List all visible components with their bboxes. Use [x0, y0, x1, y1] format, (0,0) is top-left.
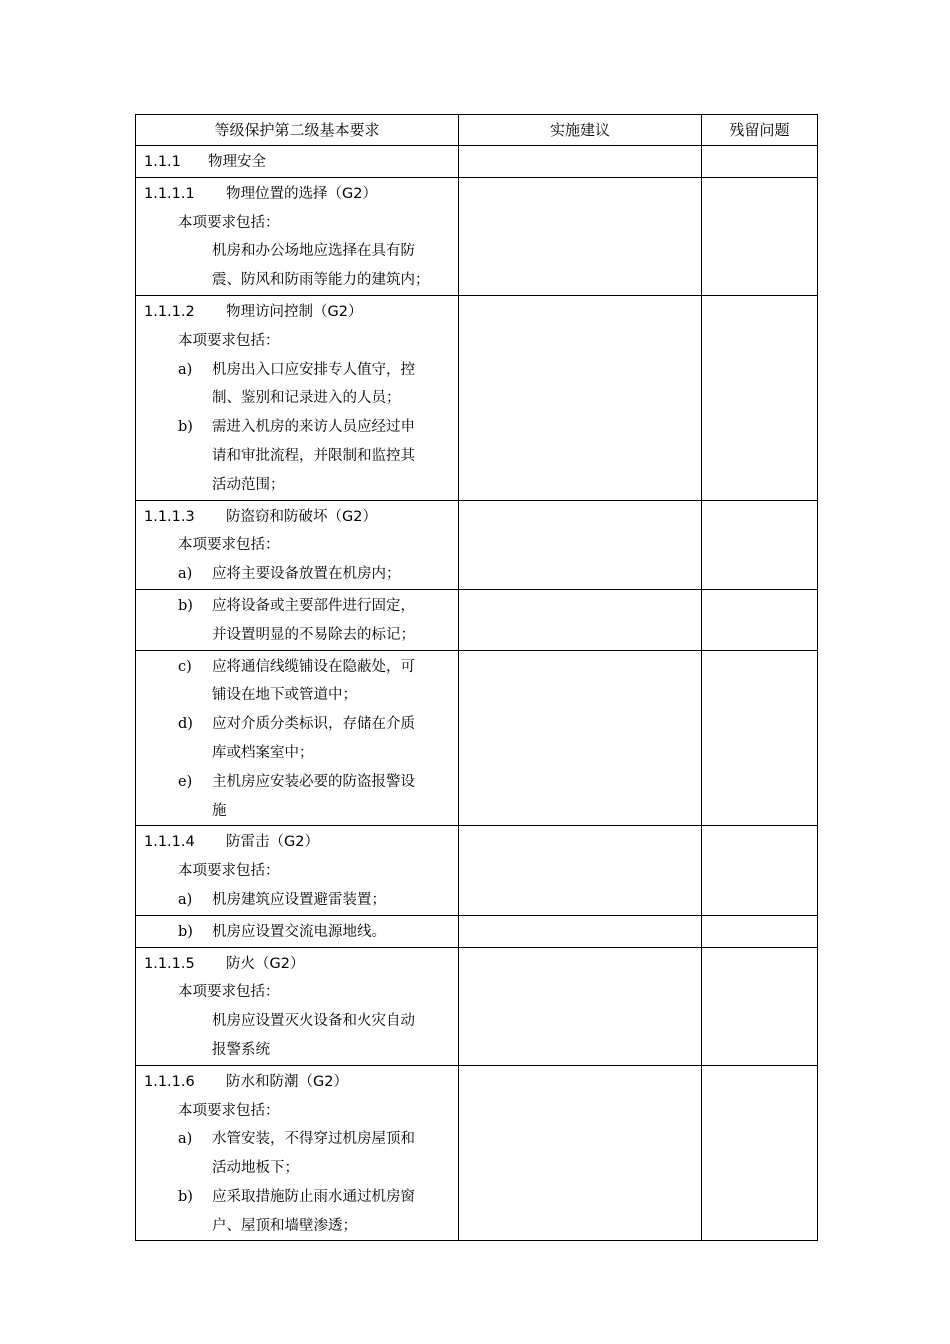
list-item: b) 应采取措施防止雨水通过机房窗 [178, 1188, 415, 1205]
suggestion-cell[interactable] [459, 826, 702, 915]
requirement-cell [136, 1065, 459, 1241]
item-heading: 1.1.1.5 防火（G2） [144, 955, 305, 972]
list-item: b) 应将设备或主要部件进行固定， [178, 597, 415, 614]
requirement-cell [136, 500, 459, 589]
requirement-text: 机房和办公场地应选择在具有防 [212, 243, 415, 260]
requirement-cell [136, 915, 459, 947]
issue-cell[interactable] [702, 826, 818, 915]
table-header-row [136, 115, 818, 146]
header-requirement: 等级保护第二级基本要求 [136, 115, 459, 146]
requirement-cell [136, 146, 459, 178]
list-item: c) 应将通信线缆铺设在隐蔽处，可 [178, 658, 415, 675]
suggestion-cell[interactable] [459, 915, 702, 947]
intro-text: 本项要求包括： [178, 332, 280, 349]
list-item-continuation: 活动地板下； [212, 1160, 299, 1177]
suggestion-cell[interactable] [459, 500, 702, 589]
suggestion-cell[interactable] [459, 650, 702, 826]
requirement-text: 机房应设置灭火设备和火灾自动 [212, 1013, 415, 1030]
intro-text: 本项要求包括： [178, 984, 280, 1001]
table-row [136, 947, 818, 1065]
intro-text: 本项要求包括： [178, 1102, 280, 1119]
list-item: a) 机房建筑应设置避雷装置； [178, 891, 386, 908]
list-item-continuation: 库或档案室中； [212, 744, 314, 761]
list-item-continuation: 铺设在地下或管道中； [212, 687, 357, 704]
table-row [136, 146, 818, 178]
list-item: a) 应将主要设备放置在机房内； [178, 566, 401, 583]
requirement-cell [136, 295, 459, 500]
list-item-continuation: 制、鉴别和记录进入的人员； [212, 390, 401, 407]
item-heading: 1.1.1.4 防雷击（G2） [144, 834, 319, 851]
list-item-continuation: 并设置明显的不易除去的标记； [212, 626, 415, 643]
suggestion-cell[interactable] [459, 947, 702, 1065]
list-item: b) 需进入机房的来访人员应经过申 [178, 419, 415, 436]
list-item: b) 机房应设置交流电源地线。 [178, 923, 386, 940]
table-row [136, 1065, 818, 1241]
list-item: e) 主机房应安装必要的防盗报警设 [178, 773, 415, 790]
table-row [136, 915, 818, 947]
header-issue: 残留问题 [702, 115, 818, 146]
issue-cell[interactable] [702, 500, 818, 589]
list-item-continuation: 施 [212, 802, 227, 819]
table-row [136, 589, 818, 650]
issue-cell[interactable] [702, 650, 818, 826]
suggestion-cell[interactable] [459, 1065, 702, 1241]
table-row [136, 177, 818, 295]
issue-cell[interactable] [702, 177, 818, 295]
section-heading: 1.1.1 物理安全 [144, 154, 266, 170]
requirement-text: 震、防风和防雨等能力的建筑内； [212, 272, 430, 289]
item-heading: 1.1.1.2 物理访问控制（G2） [144, 303, 363, 320]
requirement-cell [136, 589, 459, 650]
suggestion-cell[interactable] [459, 177, 702, 295]
requirement-cell [136, 177, 459, 295]
table-row [136, 826, 818, 915]
list-item-continuation: 户、屋顶和墙壁渗透； [212, 1217, 357, 1234]
issue-cell[interactable] [702, 947, 818, 1065]
requirement-text: 报警系统 [212, 1041, 270, 1058]
issue-cell[interactable] [702, 1065, 818, 1241]
intro-text: 本项要求包括： [178, 863, 280, 880]
item-heading: 1.1.1.6 防水和防潮（G2） [144, 1073, 348, 1090]
suggestion-cell[interactable] [459, 589, 702, 650]
requirement-cell [136, 650, 459, 826]
list-item: a) 机房出入口应安排专人值守，控 [178, 361, 415, 378]
list-item-continuation: 请和审批流程，并限制和监控其 [212, 447, 415, 464]
intro-text: 本项要求包括： [178, 537, 280, 554]
issue-cell[interactable] [702, 589, 818, 650]
header-suggestion: 实施建议 [459, 115, 702, 146]
item-heading: 1.1.1.1 物理位置的选择（G2） [144, 185, 377, 202]
suggestion-cell[interactable] [459, 295, 702, 500]
list-item-continuation: 活动范围； [212, 476, 285, 493]
table-row [136, 650, 818, 826]
requirement-cell [136, 947, 459, 1065]
item-heading: 1.1.1.3 防盗窃和防破坏（G2） [144, 508, 377, 525]
list-item: d) 应对介质分类标识，存储在介质 [178, 716, 415, 733]
suggestion-cell[interactable] [459, 146, 702, 178]
requirement-cell [136, 826, 459, 915]
issue-cell[interactable] [702, 915, 818, 947]
requirements-table [135, 114, 818, 1241]
table-row [136, 500, 818, 589]
issue-cell[interactable] [702, 295, 818, 500]
issue-cell[interactable] [702, 146, 818, 178]
intro-text: 本项要求包括： [178, 214, 280, 231]
list-item: a) 水管安装，不得穿过机房屋顶和 [178, 1131, 415, 1148]
table-row [136, 295, 818, 500]
